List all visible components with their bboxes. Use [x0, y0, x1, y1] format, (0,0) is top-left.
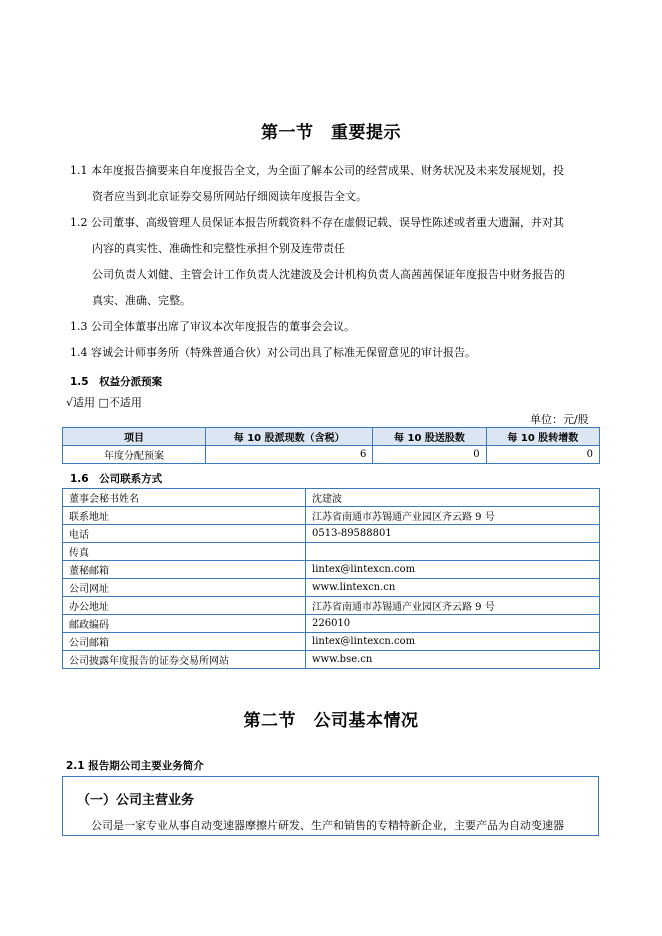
paragraph-1-2-line1: 1.2 公司董事、高级管理人员保证本报告所载资料不存在虚假记载、误导性陈述或者重大遗漏，并对其 [70, 216, 564, 229]
unit-label: 单位：元/股 [530, 413, 589, 426]
dividend-header-item: 项目 [63, 428, 206, 446]
dividend-cell-transfer: 0 [486, 446, 599, 464]
dividend-cell-item: 年度分配预案 [63, 446, 206, 464]
contact-value: 沈建波 [306, 489, 600, 507]
dividend-header-row [63, 428, 600, 446]
table-row [63, 561, 600, 579]
contact-value: 226010 [306, 615, 600, 633]
paragraph-1-1-line2: 资者应当到北京证券交易所网站仔细阅读年度报告全文。 [92, 190, 367, 203]
contact-table [62, 488, 600, 669]
contact-label: 联系地址 [63, 507, 306, 525]
dividend-table [62, 427, 600, 464]
paragraph-1-1 [70, 158, 600, 210]
contact-label: 邮政编码 [63, 615, 306, 633]
paragraph-1-1-line1: 1.1 本年度报告摘要来自年度报告全文，为全面了解本公司的经营成果、财务状况及未来发展规划，投 [70, 164, 564, 177]
contact-label: 公司披露年度报告的证券交易所网站 [63, 651, 306, 669]
paragraph-1-4: 1.4 容诚会计师事务所（特殊普通合伙）对公司出具了标准无保留意见的审计报告。 [70, 346, 476, 359]
contact-value: 0513-89588801 [306, 525, 600, 543]
main-business-text: 公司是一家专业从事自动变速器摩擦片研发、生产和销售的专精特新企业，主要产品为自动变速器 [91, 819, 564, 832]
heading-1-5: 1.5 权益分派预案 [70, 376, 163, 388]
paragraph-1-2-line4: 真实、准确、完整。 [92, 294, 191, 307]
table-row [63, 651, 600, 669]
table-row [63, 489, 600, 507]
contact-value: lintex@lintexcn.com [306, 561, 600, 579]
table-row [63, 543, 600, 561]
contact-value: lintex@lintexcn.com [306, 633, 600, 651]
section2-title: 第二节 公司基本情况 [243, 711, 419, 731]
contact-label: 公司邮箱 [63, 633, 306, 651]
dividend-cell-bonus: 0 [373, 446, 486, 464]
contact-value: www.lintexcn.cn [306, 579, 600, 597]
contact-value: 江苏省南通市苏锡通产业园区齐云路 9 号 [306, 597, 600, 615]
table-row [63, 615, 600, 633]
contact-label: 董秘邮箱 [63, 561, 306, 579]
section1-title: 第一节 重要提示 [261, 123, 401, 143]
contact-label: 董事会秘书姓名 [63, 489, 306, 507]
dividend-header-cash: 每 10 股派现数（含税） [206, 428, 373, 446]
table-row [63, 579, 600, 597]
table-row [63, 507, 600, 525]
table-row [63, 597, 600, 615]
heading-1-6: 1.6 公司联系方式 [70, 473, 163, 485]
heading-2-1: 2.1 报告期公司主要业务简介 [66, 760, 204, 772]
dividend-header-transfer: 每 10 股转增数 [486, 428, 599, 446]
paragraph-1-2-line3: 公司负责人刘健、主管会计工作负责人沈建波及会计机构负责人高茜茜保证年度报告中财务报告的 [92, 268, 565, 281]
main-business-title: （一）公司主营业务 [77, 793, 195, 808]
contact-label: 公司网址 [63, 579, 306, 597]
dividend-data-row [63, 446, 600, 464]
contact-label: 办公地址 [63, 597, 306, 615]
paragraph-1-2-line2: 内容的真实性、准确性和完整性承担个别及连带责任 [92, 242, 345, 255]
table-row [63, 633, 600, 651]
paragraph-1-3: 1.3 公司全体董事出席了审议本次年度报告的董事会会议。 [70, 320, 355, 333]
main-business-box [62, 776, 599, 836]
contact-label: 电话 [63, 525, 306, 543]
dividend-header-bonus: 每 10 股送股数 [373, 428, 486, 446]
paragraph-1-2 [70, 210, 600, 314]
dividend-cell-cash: 6 [206, 446, 373, 464]
contact-label: 传真 [63, 543, 306, 561]
contact-value: 江苏省南通市苏锡通产业园区齐云路 9 号 [306, 507, 600, 525]
contact-value [306, 543, 600, 561]
applicable-checkbox-text: √适用 □不适用 [66, 396, 142, 409]
contact-value: www.bse.cn [306, 651, 600, 669]
table-row [63, 525, 600, 543]
